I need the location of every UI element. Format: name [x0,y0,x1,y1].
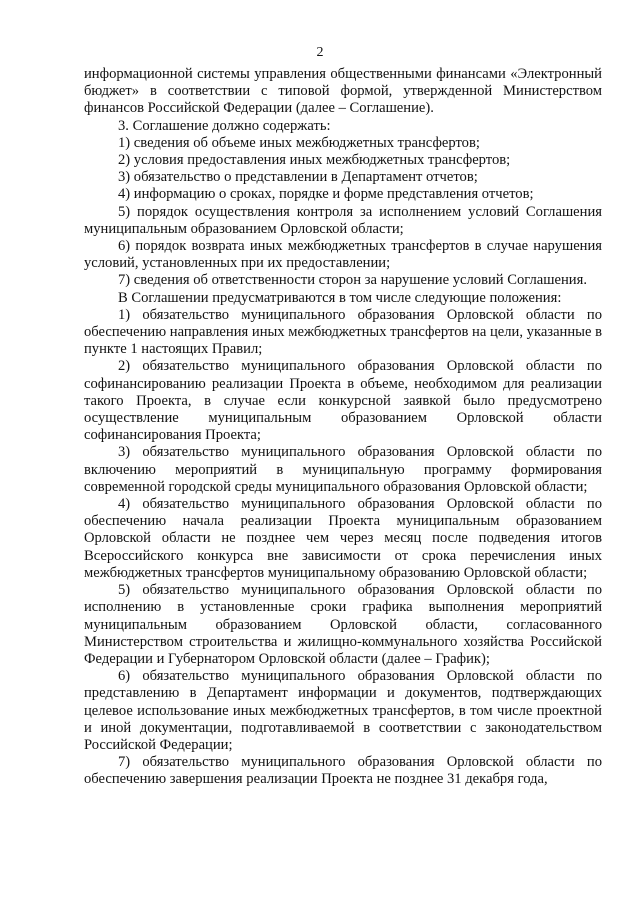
provision-item-3: 3) обязательство муниципального образования Орловской области по включению мероприятий в муниципальную программу формирования современной городской среды муниципального образования Орловской области; [84,444,602,495]
paragraph-provisions: В Соглашении предусматриваются в том числе следующие положения: [118,289,562,306]
list-item-3: 3) обязательство о представлении в Департамент отчетов; [118,169,478,186]
page-number: 2 [316,45,324,60]
list-item-7: 7) сведения об ответственности сторон за нарушение условий Соглашения. [118,272,587,289]
document-body [84,66,602,789]
provision-item-7: 7) обязательство муниципального образования Орловской области по обеспечению завершения реализации Проекта не позднее 31 декабря года, [84,754,602,788]
list-item-2: 2) условия предоставления иных межбюджетных трансфертов; [118,152,511,169]
provision-item-5: 5) обязательство муниципального образования Орловской области по исполнению в установленные сроки графика выполнения мероприятий муниципальным образованием Орловской области, согласованного Министерством строительства и жилищно-коммунального хозяйства Российской Федерации и Губернатором Орловской области (далее – График); [84,582,602,667]
paragraph-intro-continuation: информационной системы управления общественными финансами «Электронный бюджет» в соответствии с типовой формой, утвержденной Министерством финансов Российской Федерации (далее – Соглашение). [84,66,602,117]
paragraph-section-3: 3. Соглашение должно содержать: [118,117,331,134]
provision-item-2: 2) обязательство муниципального образования Орловской области по софинансированию реализации Проекта в объеме, необходимом для реализации такого Проекта, в случае если конкурсной заявкой было предусмотрено осуществление муниципальным образованием Орловской области софинансирования Проекта; [84,358,602,444]
provision-item-4: 4) обязательство муниципального образования Орловской области по обеспечению начала реализации Проекта муниципальным образованием Орловской области не позднее чем через месяц после подведения итогов Всероссийского конкурса вне зависимости от срока перечисления иных межбюджетных трансфертов муниципальному образованию Орловской области; [84,496,602,581]
provision-item-6: 6) обязательство муниципального образования Орловской области по представлению в Департамент информации и документов, подтверждающих целевое использование иных межбюджетных трансфертов, в том числе проектной и иной документации, подготавливаемой в соответствии с законодательством Российской Федерации; [84,668,602,753]
provision-item-1: 1) обязательство муниципального образования Орловской области по обеспечению направления иных межбюджетных трансфертов на цели, указанные в пункте 1 настоящих Правил; [84,306,602,358]
list-item-4: 4) информацию о сроках, порядке и форме представления отчетов; [118,186,534,203]
list-item-5: 5) порядок осуществления контроля за исполнением условий Соглашения муниципальным образованием Орловской области; [84,203,602,237]
list-item-1: 1) сведения об объеме иных межбюджетных трансфертов; [118,134,480,151]
list-item-6: 6) порядок возврата иных межбюджетных трансфертов в случае нарушения условий, установленных при их предоставлении; [84,238,602,272]
